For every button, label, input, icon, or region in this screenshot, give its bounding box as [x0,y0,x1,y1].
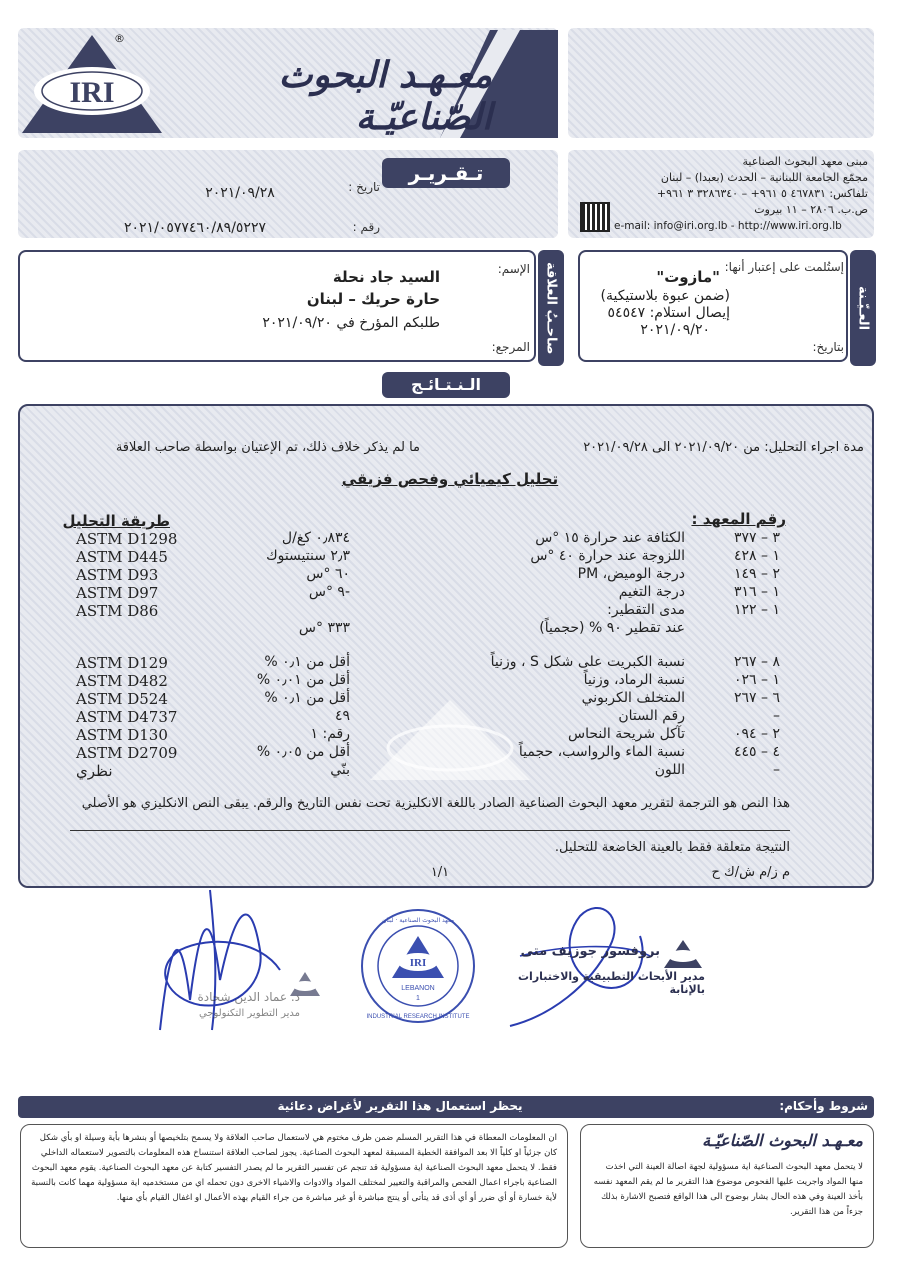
qr-code-icon [580,202,610,232]
row-method: ASTM D129 [76,654,168,672]
sample-note: النتيجة متعلقة فقط بالعينة الخاضعة للتحليل. [554,840,790,855]
row-value: -٩ °س [308,584,350,600]
sample-tab: العـيّـنة [850,250,876,366]
sampling-note: ما لم يذكر خلاف ذلك، تم الإعتيان بواسطة صاحب العلاقة [115,440,420,455]
row-value: رقم: ١ [310,726,350,742]
row-value: ٢٫٣ سنتيستوك [266,548,350,564]
registered-mark: ® [114,32,125,45]
sample-receipt: إيصال استلام: ٥٤٥٤٧ [607,305,730,321]
iri-logo-triangle [22,35,162,133]
address-block [580,154,868,218]
col-institute-no: رقم المعهد : [691,510,786,528]
right-iri-logo [664,940,702,968]
row-test-name: نسبة الرماد، وزنياً [583,672,685,688]
stamp-country: LEBANON [401,985,435,992]
row-method: نظري [76,762,113,780]
address-campus: مجمّع الجامعة اللبنانية – الحدث (بعبدا) – لبنان [660,171,868,184]
report-title: تـقـريـر [382,158,510,188]
row-method: ASTM D97 [76,584,159,602]
row-method: ASTM D2709 [76,744,178,762]
row-value: أقل من ٠٫١ % [264,654,350,670]
row-value: ٦٠ °س [306,566,350,582]
row-institute-no: ١ – ٠٢٦ [734,672,780,688]
row-test-name: تآكل شريحة النحاس [568,726,685,742]
row-value: أقل من ٠٫١ % [264,690,350,706]
stamp-ring: INDUSTRIAL RESEARCH INSTITUTE [366,1014,470,1020]
row-institute-no: ٤ – ٤٤٥ [734,744,780,760]
right-signatory-title: مدير الأبحاث التطبيقية والاختبارات بالإنابة [518,970,705,996]
row-institute-no: ٢ – ٠٩٤ [734,726,780,742]
page-number: ١/١ [430,865,450,880]
sample-date-label: بتاريخ: [812,340,844,354]
results-title: الـنـتـائـج [382,372,510,398]
official-stamp [358,906,478,1026]
row-test-name: مدى التقطير: [607,602,685,618]
row-test-name: درجة الوميض، PM [577,566,685,582]
row-institute-no: ٢ – ١٤٩ [734,566,780,582]
client-request: طلبكم المؤرخ في ٢٠٢١/٠٩/٢٠ [262,315,440,331]
report-date: ٢٠٢١/٠٩/٢٨ [205,185,275,201]
row-test-name: عند تقطير ٩٠ % (حجمياً) [539,620,685,636]
row-test-name: اللون [654,762,685,778]
stamp-arabic: معهد البحوث الصناعية · لبنان [381,917,455,924]
row-test-name: المتخلف الكربوني [581,690,685,706]
client-tab: صاحـبُ العلاقة [538,250,564,366]
client-address: حارة حريك – لبنان [306,290,440,308]
terms-left-text: ان المعلومات المعطاة في هذا التقرير المسلم ضمن ظرف مختوم هي لاستعمال صاحب العلاقة ولا يسمح بتلخيصها أو بنشرها بأية وسيلة او بأي شكل كان جزئياً او كلياً الا بعد الموافقة الخطية المسبقة لمعهد البحوث الصناعية. يجوز لصاحب العلاقة استنساخ هذه المعلومات بالتصوير لاستعماله الداخلي فقط. لا يتحمل معهد البحوث الصناعية اية مسؤولية قد تنجم عن تفسير التقرير ما لم يصدر التفسير كتابة عن معهد البحوث الصناعية. يقوم معهد البحوث الصناعية باجراء اعمال الفحص والمراقبة والتعيير لمختلف المواد والادوات والاشياء الاخرى دون تحمله اي من مستخدميه اية مسؤولية مهما كانت بالنسبة لأية خسارة أو أي ضرر أو أي أذى قد يتأتى أو ينتج مباشرة أو غير مباشرة من جراء القيام بهذه الأعمال او اغفال القيام بأي منها. [31,1133,557,1203]
row-test-name: نسبة الماء والرواسب، حجمياً [518,744,685,760]
row-method: ASTM D130 [76,726,168,744]
row-institute-no: ٦ – ٢٦٧ [734,690,780,706]
stamp-center: IRI [409,957,427,969]
client-name-label: الإسم: [497,262,530,276]
row-method: ASTM D524 [76,690,168,708]
address-phone: تلفاكس: ٤٦٧٨٣١ ٥ ٩٦١+ – ٣٢٨٦٣٤٠ ٣ ٩٦١+ [656,187,868,200]
sample-receipt-date: ٢٠٢١/٠٩/٢٠ [640,322,710,338]
row-institute-no: – [773,762,780,778]
row-test-name: درجة التغيم [618,584,685,600]
right-signature [500,896,660,1036]
row-institute-no: ١ – ٤٢٨ [734,548,780,564]
report-initials: م ز/م ش/ك ح [711,865,790,880]
client-ref-label: المرجع: [491,340,530,354]
address-building: مبنى معهد البحوث الصناعية [742,155,868,168]
row-value: ٠٫٨٣٤ كغ/ل [281,530,350,546]
right-signatory-name: بروفسور جوزيف متى [520,944,660,959]
row-value: أقل من ٠٫٠٥ % [256,744,350,760]
number-label: رقم : [352,220,380,234]
header-right-panel [568,28,874,138]
analysis-title: تحليل كيميائي وفحص فزيقي [341,470,559,488]
divider [70,830,790,831]
terms-warning: يحظر استعمال هذا التقرير لأغراض دعائية [277,1099,523,1113]
row-value: أقل من ٠٫٠١ % [256,672,350,688]
client-name: السيد جاد نحلة [332,268,440,286]
terms-label: شروط وأحكام: [779,1099,868,1113]
left-signatory-name: د. عماد الدين شحادة [197,990,300,1004]
row-test-name: اللزوجة عند حرارة ٤٠ °س [530,548,685,564]
report-number: ٢٠٢١/٠٥٧٧٤٦٠/٨٩/٥٢٢٧ [124,220,266,236]
row-value: ٣٣٣ °س [298,620,350,636]
terms-left-box [20,1124,568,1248]
date-label: تاريخ : [348,180,380,194]
row-institute-no: ٨ – ٢٦٧ [734,654,780,670]
row-institute-no: ١ – ٣١٦ [734,584,780,600]
left-signatory-title: مدير التطوير التكنولوجي [198,1008,300,1019]
col-method: طريقة التحليل [62,512,170,530]
translation-note: هذا النص هو الترجمة لتقرير معهد البحوث الصناعية الصادر باللغة الانكليزية تحت نفس التاريخ والرقم. يبقى النص الانكليزي هو الأصلي [81,796,790,811]
address-po-box: ص.ب. ٢٨٠٦ – ١١ بيروت [754,203,868,216]
terms-right-logo: معـهـد البحوث الصّناعيّـة [702,1131,863,1150]
institute-name: معـهـد البحوث الصّناعيّـة [278,54,492,138]
row-test-name: الكثافة عند حرارة ١٥ °س [535,530,685,546]
sample-name: "مازوت" [656,268,720,286]
row-value: ٤٩ [334,708,350,724]
row-method: ASTM D4737 [76,708,178,726]
terms-right-text: لا يتحمل معهد البحوث الصناعية اية مسؤولية لجهة اصالة العينة التي اخذت منها المواد واجريت عليها الفحوص موضوع هذا التقرير ما لم يقم المعهد نفسه بأخذ العينة وفي هذه الحال يشار بوضوح الى هذا الواقع فتصبح الاشارة بذلك جزءاً من هذا التقرير. [593,1162,863,1217]
email-web: e-mail: info@iri.org.lb - http://www.iri.org.lb [614,220,842,232]
logo-mark: IRI [69,76,115,109]
row-institute-no: ٣ – ٣٧٧ [734,530,780,546]
sample-received-label: إستُلمت على إعتبار أنها: [724,260,844,274]
stamp-number: 1 [416,995,420,1002]
row-method: ASTM D482 [76,672,168,690]
row-test-name: رقم الستان [618,708,685,724]
row-method: ASTM D86 [76,602,159,620]
sample-packaging: (ضمن عبوة بلاستيكية) [600,288,730,304]
row-value: بنّي [330,762,350,778]
row-method: ASTM D445 [76,548,168,566]
row-institute-no: ١ – ١٢٢ [734,602,780,618]
terms-right-box [580,1124,874,1248]
row-method: ASTM D1298 [76,530,178,548]
row-institute-no: – [773,708,780,724]
row-test-name: نسبة الكبريت على شكل S ، وزنياً [490,654,685,670]
row-method: ASTM D93 [76,566,159,584]
analysis-period: مدة اجراء التحليل: من ٢٠٢١/٠٩/٢٠ الى ٢٠٢١/٠٩/٢٨ [583,440,864,455]
